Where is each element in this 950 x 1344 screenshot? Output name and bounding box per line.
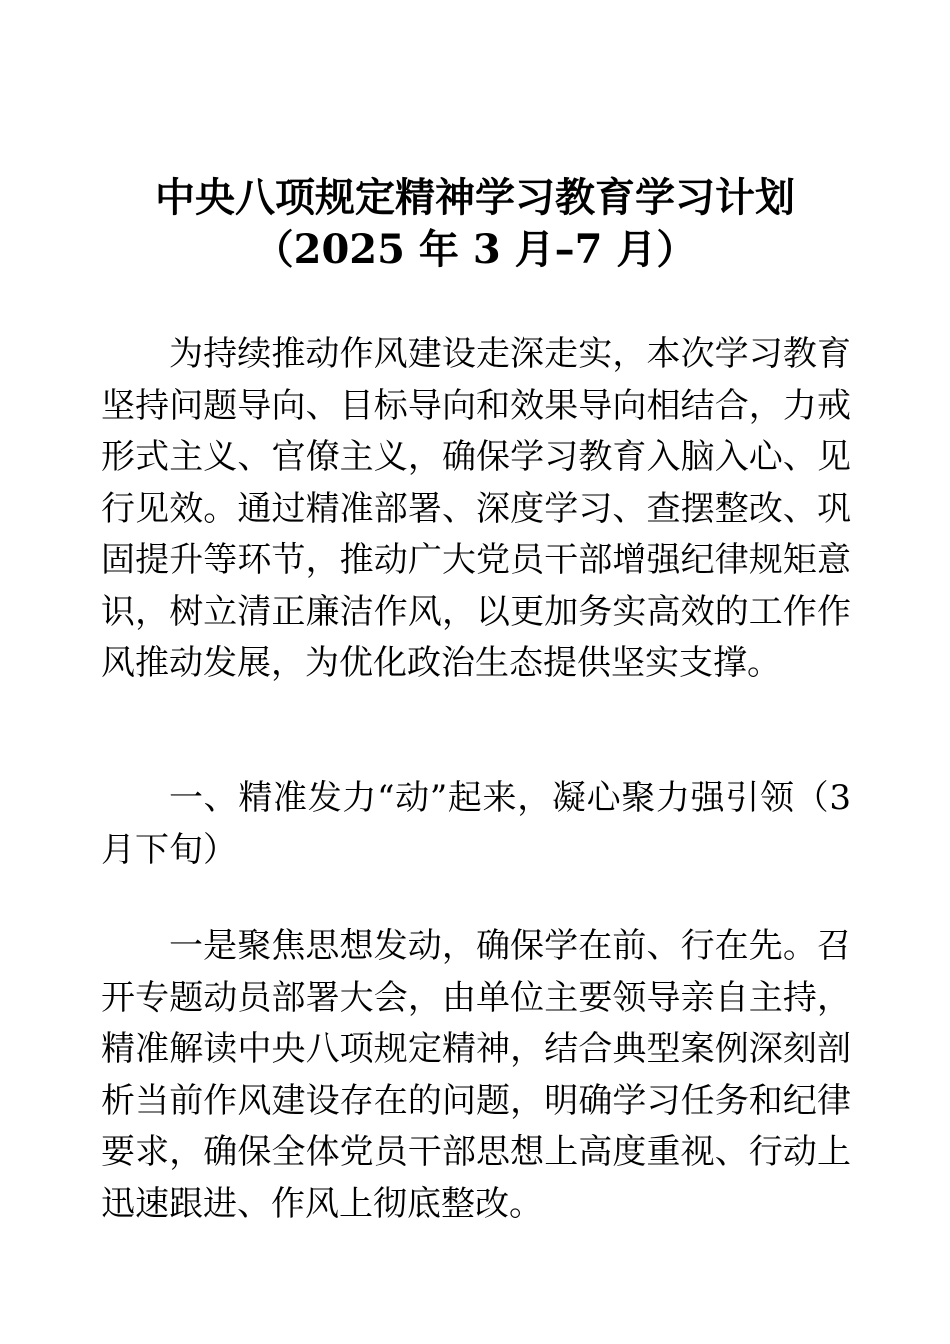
body-paragraph: 一是聚焦思想发动，确保学在前、行在先。召开专题动员部署大会，由单位主要领导亲自主持，精准解读中央八项规定精神，结合典型案例深刻剖析当前作风建设存在的问题，明确学习任务和纪律要求，确保全体党员干部思想上高度重视、行动上迅速跟进、作风上彻底整改。 (101, 926, 851, 1224)
intro-paragraph: 为持续推动作风建设走深走实，本次学习教育坚持问题导向、目标导向和效果导向相结合，力戒形式主义、官僚主义，确保学习教育入脑入心、见行见效。通过精准部署、深度学习、查摆整改、巩固提升等环节，推动广大党员干部增强纪律规矩意识，树立清正廉洁作风，以更加务实高效的工作作风推动发展，为优化政治生态提供坚实支撑。 (101, 334, 851, 683)
section-heading: 一、精准发力“动”起来，凝心聚力强引领（3 月下旬） (101, 778, 851, 870)
document-subtitle: （2025 年 3 月–7 月） (253, 226, 697, 273)
document-title: 中央八项规定精神学习教育学习计划 (155, 174, 795, 221)
